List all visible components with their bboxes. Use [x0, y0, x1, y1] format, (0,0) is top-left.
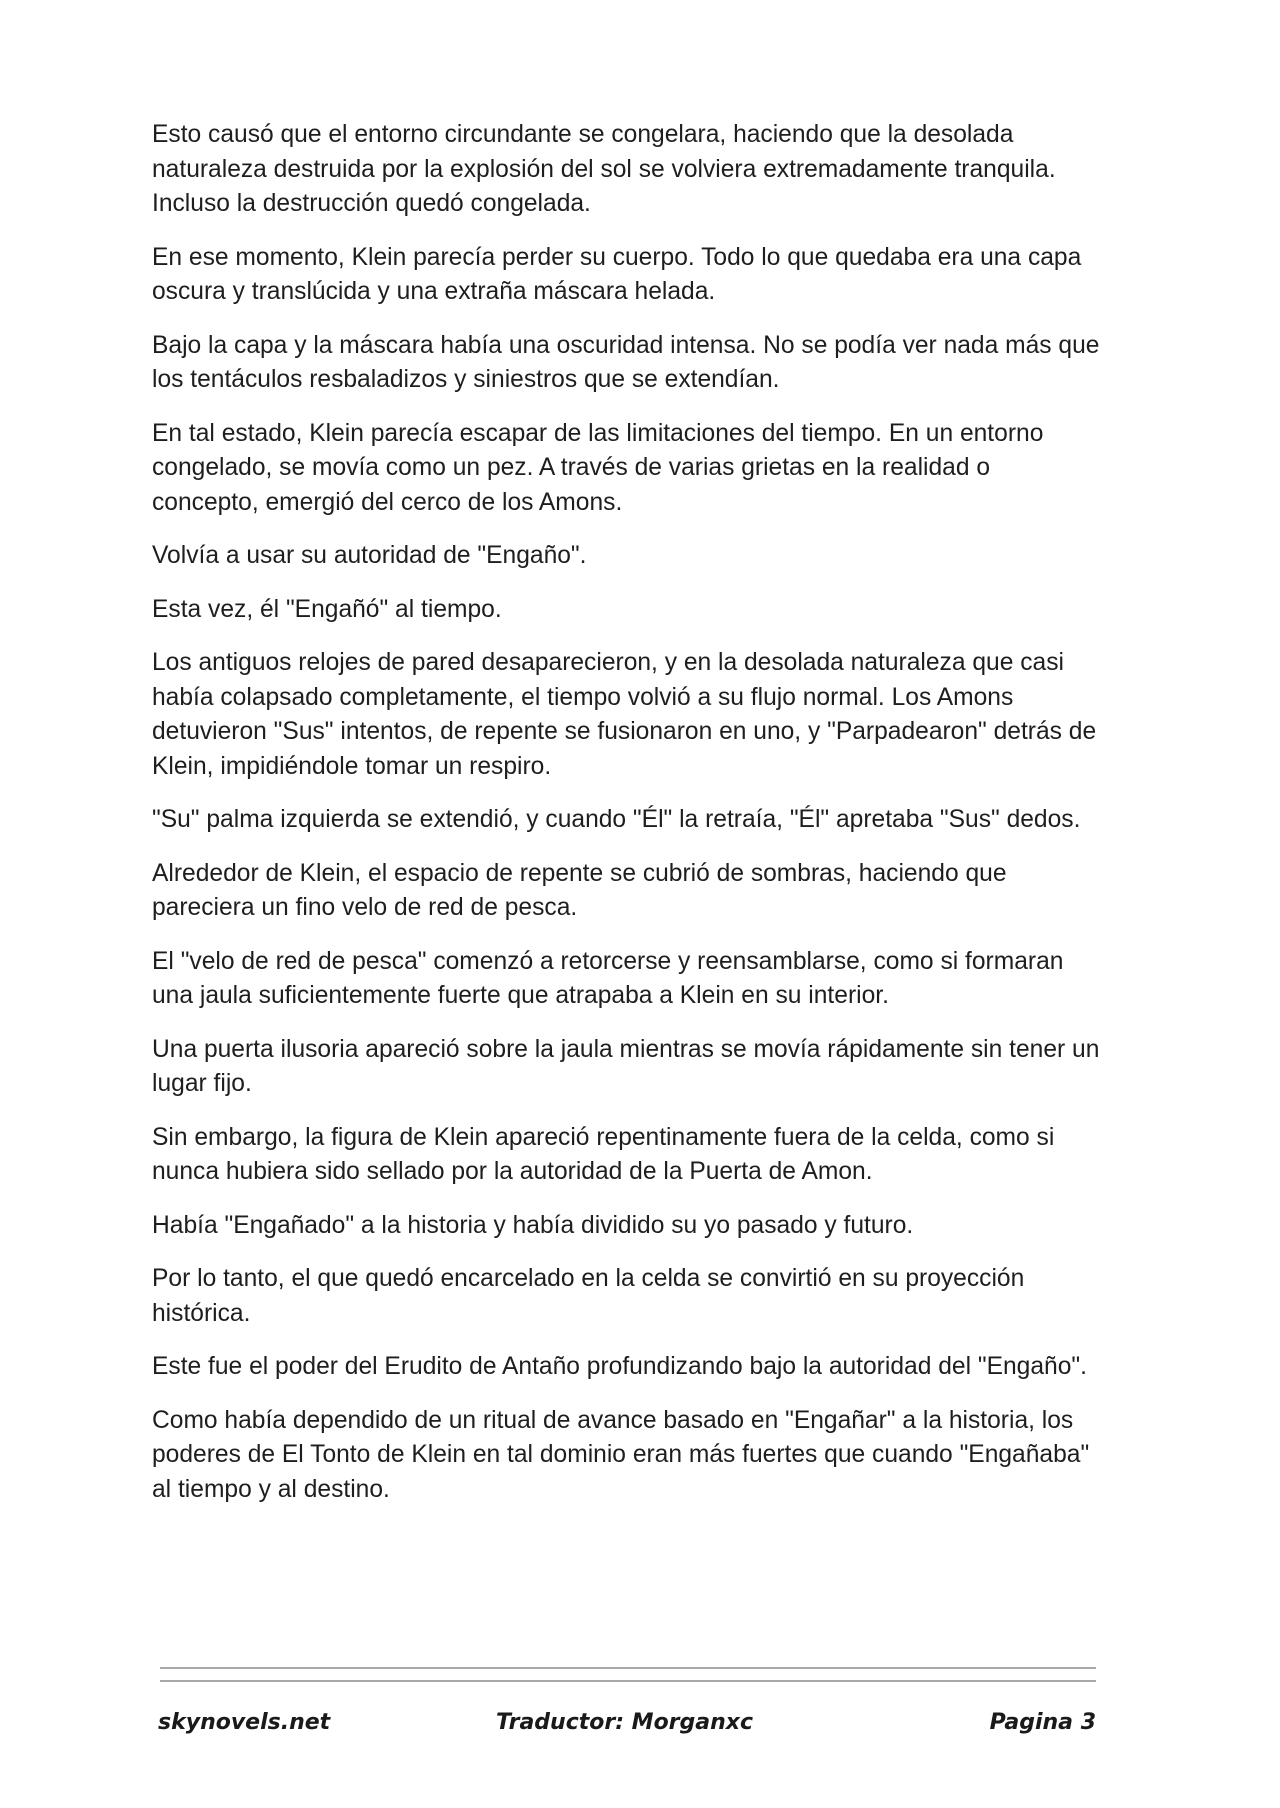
chapter-body: [152, 118, 1100, 1526]
paragraph: Como había dependido de un ritual de avance basado en "Engañar" a la historia, los poderes de El Tonto de Klein en tal dominio eran más fuertes que cuando "Engañaba" al tiempo y al destino.: [152, 1406, 1090, 1503]
paragraph: Había "Engañado" a la historia y había dividido su yo pasado y futuro.: [152, 1211, 914, 1239]
paragraph: "Su" palma izquierda se extendió, y cuando "Él" la retraía, "Él" apretaba "Sus" dedos.: [152, 806, 1081, 833]
footer-site-name: skynovels.net: [158, 1710, 331, 1735]
paragraph: En ese momento, Klein parecía perder su cuerpo. Todo lo que quedaba era una capa oscura y translúcida y una extraña máscara helada.: [152, 243, 1082, 305]
paragraph: Por lo tanto, el que quedó encarcelado en la celda se convirtió en su proyección histórica.: [152, 1265, 1025, 1327]
paragraph: Esta vez, él "Engañó" al tiempo.: [152, 595, 502, 623]
footer-page-number: Pagina 3: [989, 1710, 1096, 1735]
paragraph: Sin embargo, la figura de Klein apareció repentinamente fuera de la celda, como si nunca hubiera sido sellado por la autoridad de la Puerta de Amon.: [152, 1123, 1055, 1185]
paragraph: Volvía a usar su autoridad de "Engaño".: [152, 542, 587, 569]
paragraph: Esto causó que el entorno circundante se congelara, haciendo que la desolada naturaleza destruida por la explosión del sol se volviera extremadamente tranquila. Incluso la destrucción quedó congelada.: [152, 121, 1056, 217]
paragraph: En tal estado, Klein parecía escapar de las limitaciones del tiempo. En un entorno congelado, se movía como un pez. A través de varias grietas en la realidad o concepto, emergió del cerco de los Amons.: [152, 419, 1044, 516]
footer-divider-bottom: [160, 1680, 1096, 1682]
footer-translator: Traductor: Morganxc: [496, 1710, 754, 1735]
paragraph: Los antiguos relojes de pared desaparecieron, y en la desolada naturaleza que casi había colapsado completamente, el tiempo volvió a su flujo normal. Los Amons detuvieron "Sus" intentos, de repente se fusionaron en uno, y "Parpadearon" detrás de Klein, impidiéndole tomar un respiro.: [152, 649, 1097, 780]
footer-divider-top: [160, 1667, 1096, 1669]
paragraph: El "velo de red de pesca" comenzó a retorcerse y reensamblarse, como si formaran una jaula suficientemente fuerte que atrapaba a Klein en su interior.: [152, 947, 1064, 1009]
paragraph: Bajo la capa y la máscara había una oscuridad intensa. No se podía ver nada más que los tentáculos resbaladizos y siniestros que se extendían.: [152, 331, 1100, 393]
paragraph: Una puerta ilusoria apareció sobre la jaula mientras se movía rápidamente sin tener un lugar fijo.: [152, 1035, 1100, 1097]
paragraph: Este fue el poder del Erudito de Antaño profundizando bajo la autoridad del "Engaño".: [152, 1353, 1087, 1380]
paragraph: Alrededor de Klein, el espacio de repente se cubrió de sombras, haciendo que pareciera un fino velo de red de pesca.: [152, 859, 1007, 921]
